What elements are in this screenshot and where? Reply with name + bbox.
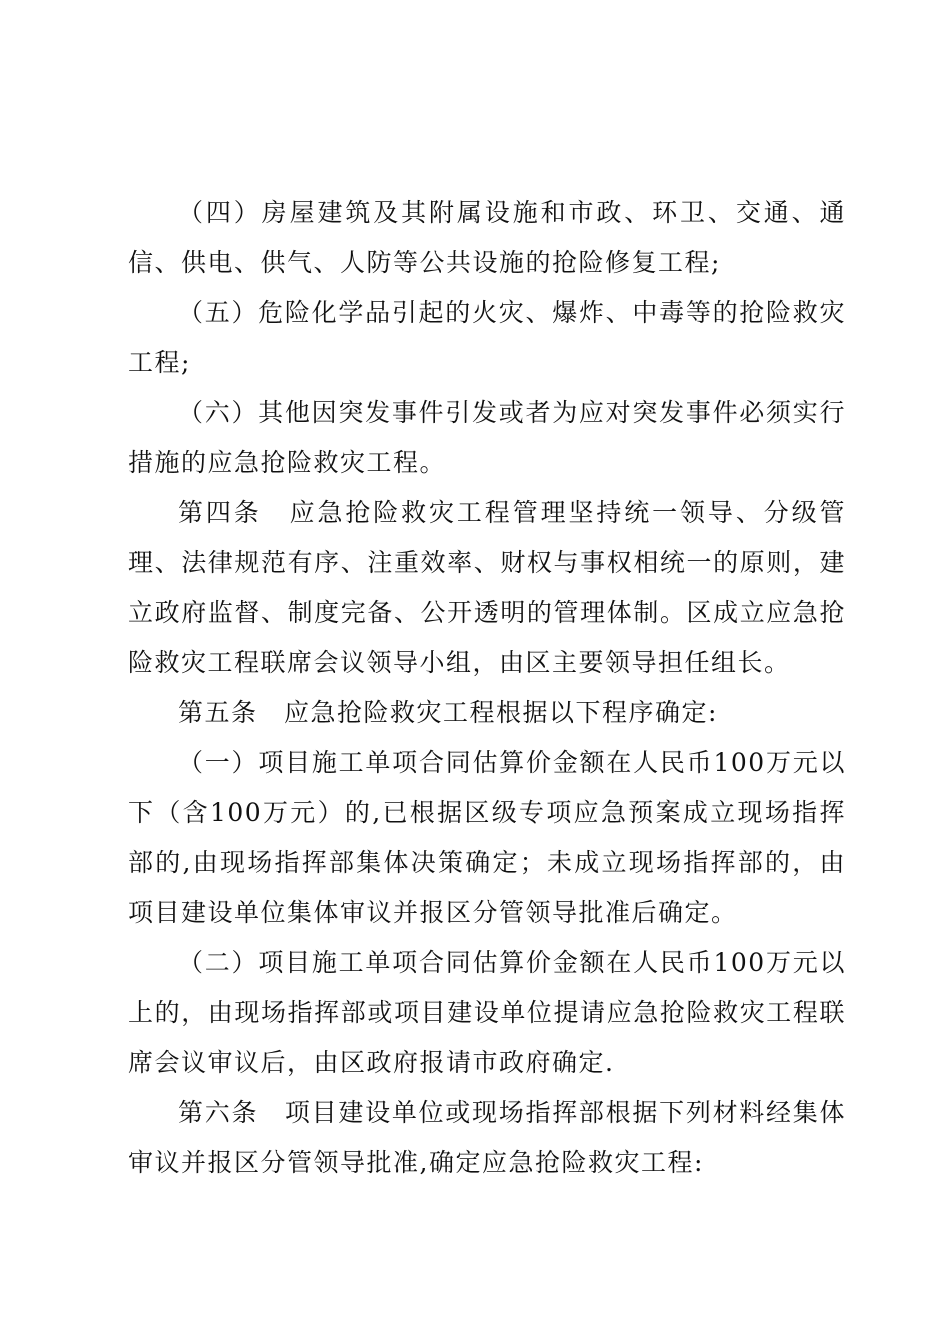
paragraph-article-5-item-1: （一）项目施工单项合同估算价金额在人民币100万元以下（含100万元）的,已根据区级专项应急预案成立现场指挥部的,由现场指挥部集体决策确定；未成立现场指挥部的，由项目建设单位集体审议并报区分管领导批准后确定。: [128, 748, 846, 927]
paragraph-item-5-clause: （五）危险化学品引起的火灾、爆炸、中毒等的抢险救灾工程;: [128, 298, 846, 377]
document-body: [128, 188, 846, 1188]
paragraph-article-6: 第六条 项目建设单位或现场指挥部根据下列材料经集体审议并报区分管领导批准,确定应急抢险救灾工程:: [128, 1098, 846, 1177]
paragraph-article-4: 第四条 应急抢险救灾工程管理坚持统一领导、分级管理、法律规范有序、注重效率、财权与事权相统一的原则，建立政府监督、制度完备、公开透明的管理体制。区成立应急抢险救灾工程联席会议领导小组，由区主要领导担任组长。: [128, 498, 846, 677]
paragraph-article-5: 第五条 应急抢险救灾工程根据以下程序确定:: [178, 698, 718, 727]
paragraph-article-5-item-2: （二）项目施工单项合同估算价金额在人民币100万元以上的，由现场指挥部或项目建设单位提请应急抢险救灾工程联席会议审议后，由区政府报请市政府确定.: [128, 948, 846, 1077]
paragraph-item-4-clause: （四）房屋建筑及其附属设施和市政、环卫、交通、通信、供电、供气、人防等公共设施的抢险修复工程;: [128, 198, 846, 277]
paragraph-item-6-clause: （六）其他因突发事件引发或者为应对突发事件必须实行措施的应急抢险救灾工程。: [128, 398, 846, 477]
